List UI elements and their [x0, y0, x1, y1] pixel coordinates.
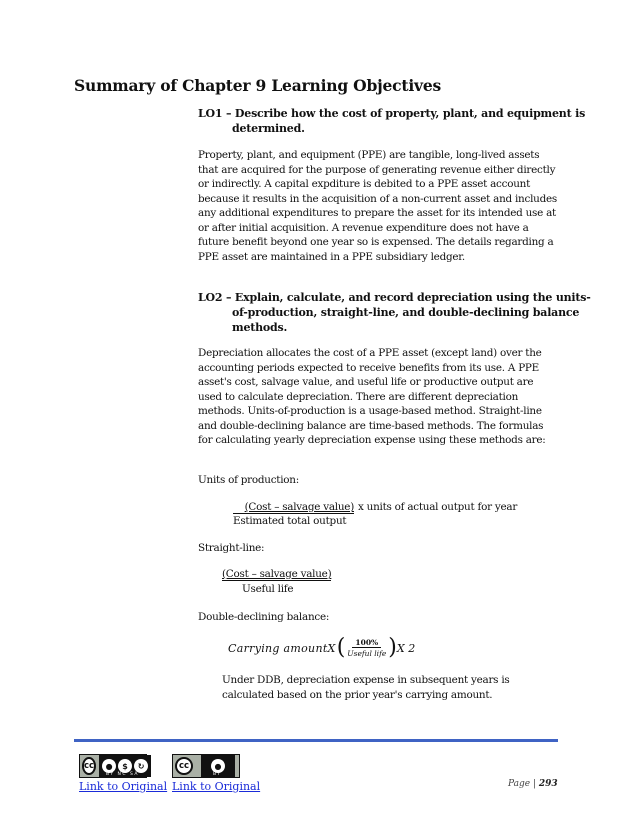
lo1-body: Property, plant, and equipment (PPE) are tangible, long-lived assets that are acquired for the purpose of generating revenue either directly or indirectly. A capital expditure is debited to a PPE asset account because it results in the acquisition of a non-current asset and includes any additional expenditures to prepare the asset for its intended use at or after initial acquisition. A revenue expenditure does not have a future benefit beyond one year so is expensed. The details regarding a PPE asset are maintained in a PPE subsidiary ledger. — [198, 149, 557, 263]
sharealike-icon: ↻ — [134, 759, 148, 773]
cc1-label: BY NC SA — [106, 772, 139, 777]
cc-by-nc-sa-badge[interactable] — [79, 754, 147, 778]
uop-numerator-text: (Cost – salvage value) — [233, 501, 354, 514]
uop-denominator: Estimated total output — [233, 515, 347, 527]
uop-multiplier: x units of actual output for year — [358, 501, 518, 513]
ddb-denominator: Useful life — [347, 649, 387, 658]
lo2-heading: LO2 – Explain, calculate, and record depreciation using the units-of-production, straight-line, and double-declining balance methods. — [198, 291, 591, 334]
cc-by-badge[interactable] — [172, 754, 240, 778]
page-number — [508, 779, 558, 789]
uop-label: Units of production: — [198, 474, 299, 486]
ddb-fraction — [345, 638, 388, 658]
link-to-original-2[interactable]: Link to Original — [172, 780, 261, 793]
left-paren: ( — [336, 635, 346, 660]
sl-denominator: Useful life — [242, 583, 294, 595]
page-title: Summary of Chapter 9 Learning Objectives — [74, 76, 442, 95]
lo2-body: Depreciation allocates the cost of a PPE asset (except land) over the accounting periods expected to receive benefits from its use. A PPE asset's cost, salvage value, and useful life or productive output are used to calculate depreciation. There are different depreciation methods. Units-of-production is a usage-based method. Straight-line and double-declining balance are time-based methods. The formulas for calculating yearly depreciation expense using these methods are: — [198, 347, 546, 446]
sl-numerator-text: (Cost – salvage value) — [222, 568, 332, 580]
lo1-heading: LO1 – Describe how the cost of property, plant, and equipment is determined. — [198, 107, 586, 135]
attribution-icon: ● — [211, 759, 225, 773]
footer-rule — [74, 739, 558, 742]
cc-icon: cc — [175, 757, 193, 775]
sl-label: Straight-line: — [198, 542, 265, 554]
attribution-icon: ● — [102, 759, 116, 773]
sl-numerator — [222, 568, 331, 580]
ddb-numerator: 100% — [352, 638, 381, 648]
page-number-value: 293 — [538, 779, 558, 789]
ddb-prefix: Carrying amountX — [228, 641, 336, 655]
cc-icon: cc — [82, 757, 96, 775]
ddb-label: Double-declining balance: — [198, 611, 330, 623]
page-separator: | — [532, 779, 539, 789]
link-to-original-1[interactable]: Link to Original — [79, 780, 168, 793]
right-paren: ) — [388, 635, 397, 660]
ddb-note: Under DDB, depreciation expense in subsequent years is calculated based on the prior year's carrying amount. — [222, 674, 510, 701]
cc2-label: BY — [213, 772, 222, 777]
uop-numerator — [222, 501, 354, 513]
page-label: Page — [508, 779, 531, 789]
ddb-formula — [228, 634, 415, 662]
ddb-suffix: X 2 — [396, 641, 416, 655]
noncommercial-icon: $ — [118, 759, 132, 773]
